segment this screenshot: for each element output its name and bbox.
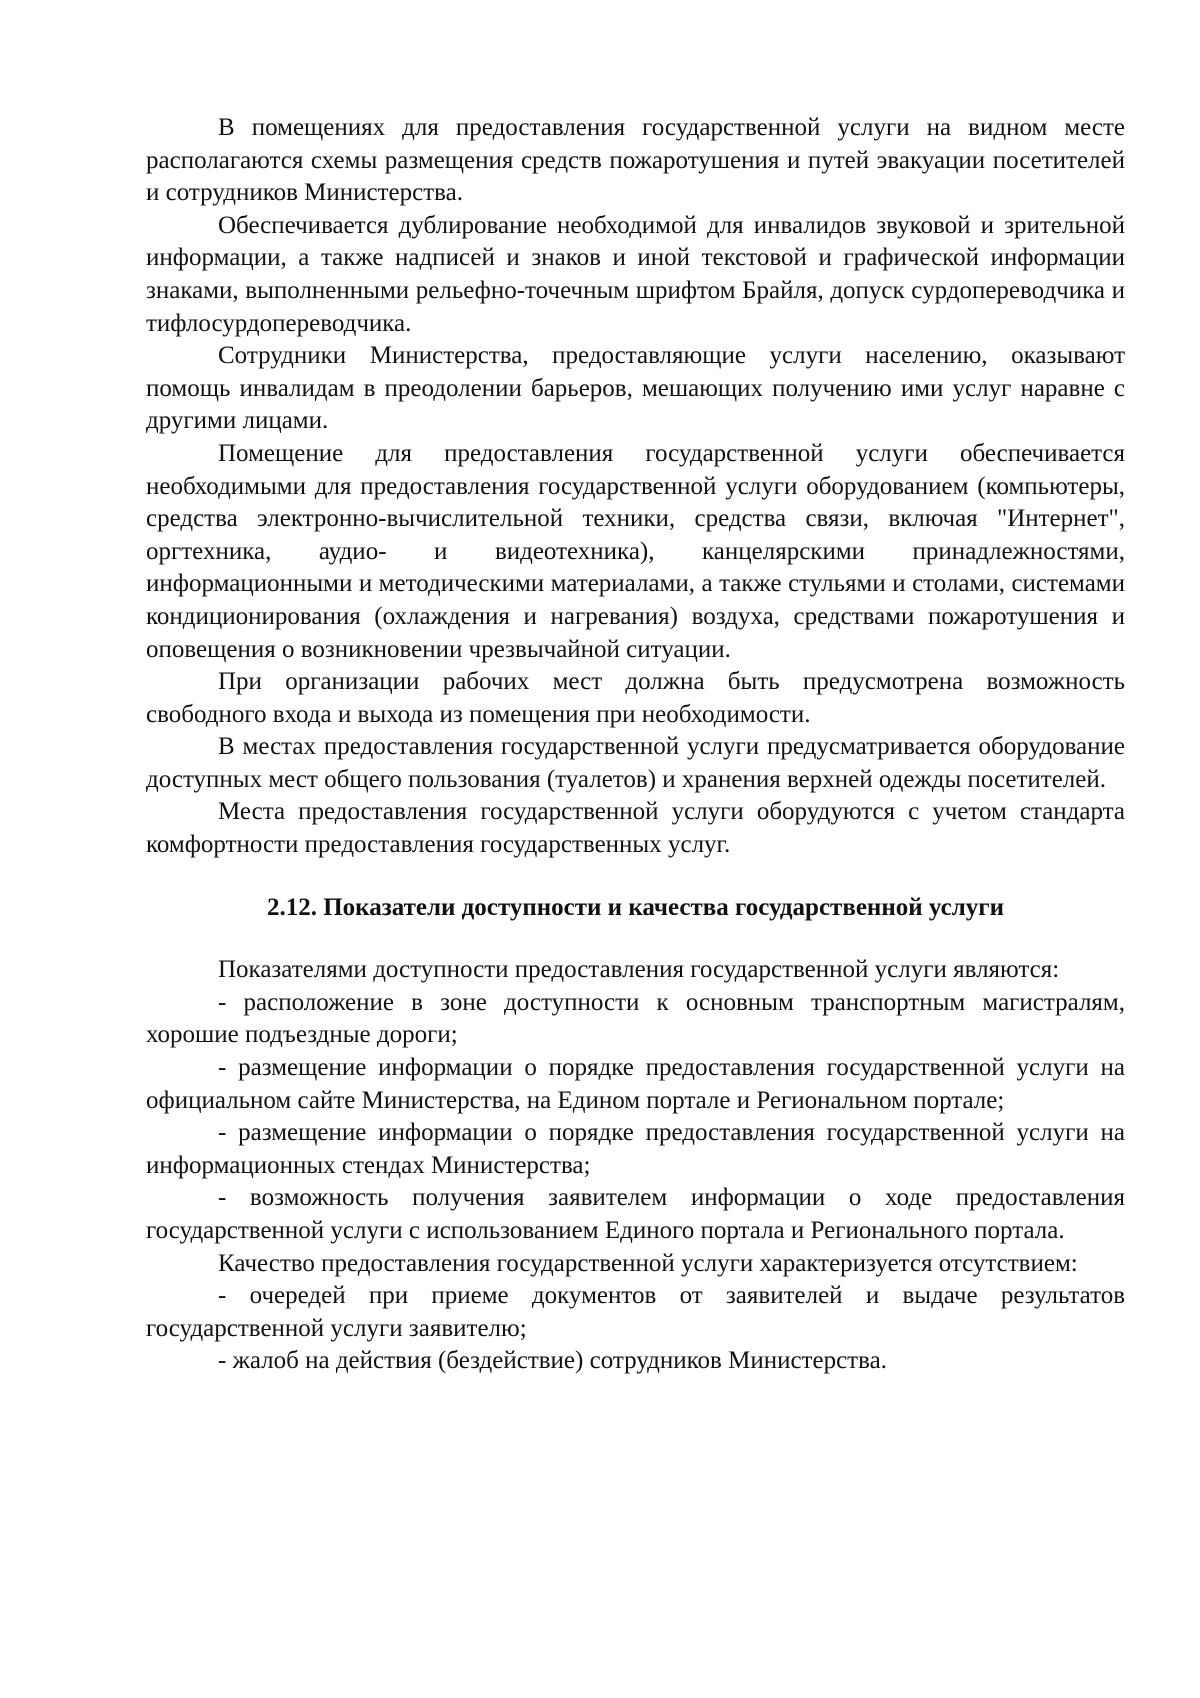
list-item: - возможность получения заявителем информации о ходе предоставления государственной услуги с использованием Единого портала и Регионального портала. — [146, 1184, 1125, 1244]
list-item: - размещение информации о порядке предоставления государственной услуги на официальном сайте Министерства, на Едином портале и Региональном портале; — [146, 1054, 1125, 1114]
list-item: - жалоб на действия (бездействие) сотрудников Министерства. — [218, 1347, 887, 1375]
paragraph-public-facilities: В местах предоставления государственной услуги предусматривается оборудование доступных мест общего пользования (туалетов) и хранения верхней одежды посетителей. — [146, 733, 1125, 793]
paragraph-comfort-standard: Места предоставления государственной услуги оборудуются с учетом стандарта комфортности предоставления государственных услуг. — [146, 798, 1125, 859]
paragraph-equipment: Помещение для предоставления государственной услуги обеспечивается необходимыми для предоставления государственной услуги оборудованием (компьютеры, средства электронно-вычислительной техники, средства связи, включая "Интернет", оргтехника, аудио- и видеотехника), канцелярскими принадлежностями, информационными и методическими материалами, а также стульями и столами, системами кондиционирования (охлаждения и нагревания) воздуха, средствами пожаротушения и оповещения о возникновении чрезвычайной ситуации. — [146, 439, 1125, 663]
paragraph-evacuation-schemes: В помещениях для предоставления государственной услуги на видном месте располагаются схемы размещения средств пожаротушения и путей эвакуации посетителей и сотрудников Министерства. — [146, 114, 1125, 207]
quality-intro: Качество предоставления государственной услуги характеризуется отсутствием: — [218, 1249, 1078, 1277]
accessibility-intro: Показателями доступности предоставления государственной услуги являются: — [218, 956, 1060, 984]
list-item: - очередей при приеме документов от заявителей и выдаче результатов государственной услуги заявителю; — [146, 1282, 1125, 1342]
paragraph-braille-duplication: Обеспечивается дублирование необходимой для инвалидов звуковой и зрительной информации, а также надписей и знаков и иной текстовой и графической информации знаками, выполненными рельефно-точечным шрифтом Брайля, допуск сурдопереводчика и тифлосурдопереводчика. — [146, 211, 1125, 337]
list-item: - расположение в зоне доступности к основным транспортным магистралям, хорошие подъездные дороги; — [146, 988, 1125, 1049]
paragraph-workplaces: При организации рабочих мест должна быть предусмотрена возможность свободного входа и выхода из помещения при необходимости. — [146, 668, 1125, 728]
paragraph-staff-assistance: Сотрудники Министерства, предоставляющие услуги населению, оказывают помощь инвалидам в преодолении барьеров, мешающих получению ими услуг наравне с другими лицами. — [146, 342, 1125, 435]
section-heading: 2.12. Показатели доступности и качества государственной услуги — [266, 893, 1005, 921]
document-page — [146, 112, 1125, 1378]
list-item: - размещение информации о порядке предоставления государственной услуги на информационных стендах Министерства; — [146, 1119, 1125, 1179]
